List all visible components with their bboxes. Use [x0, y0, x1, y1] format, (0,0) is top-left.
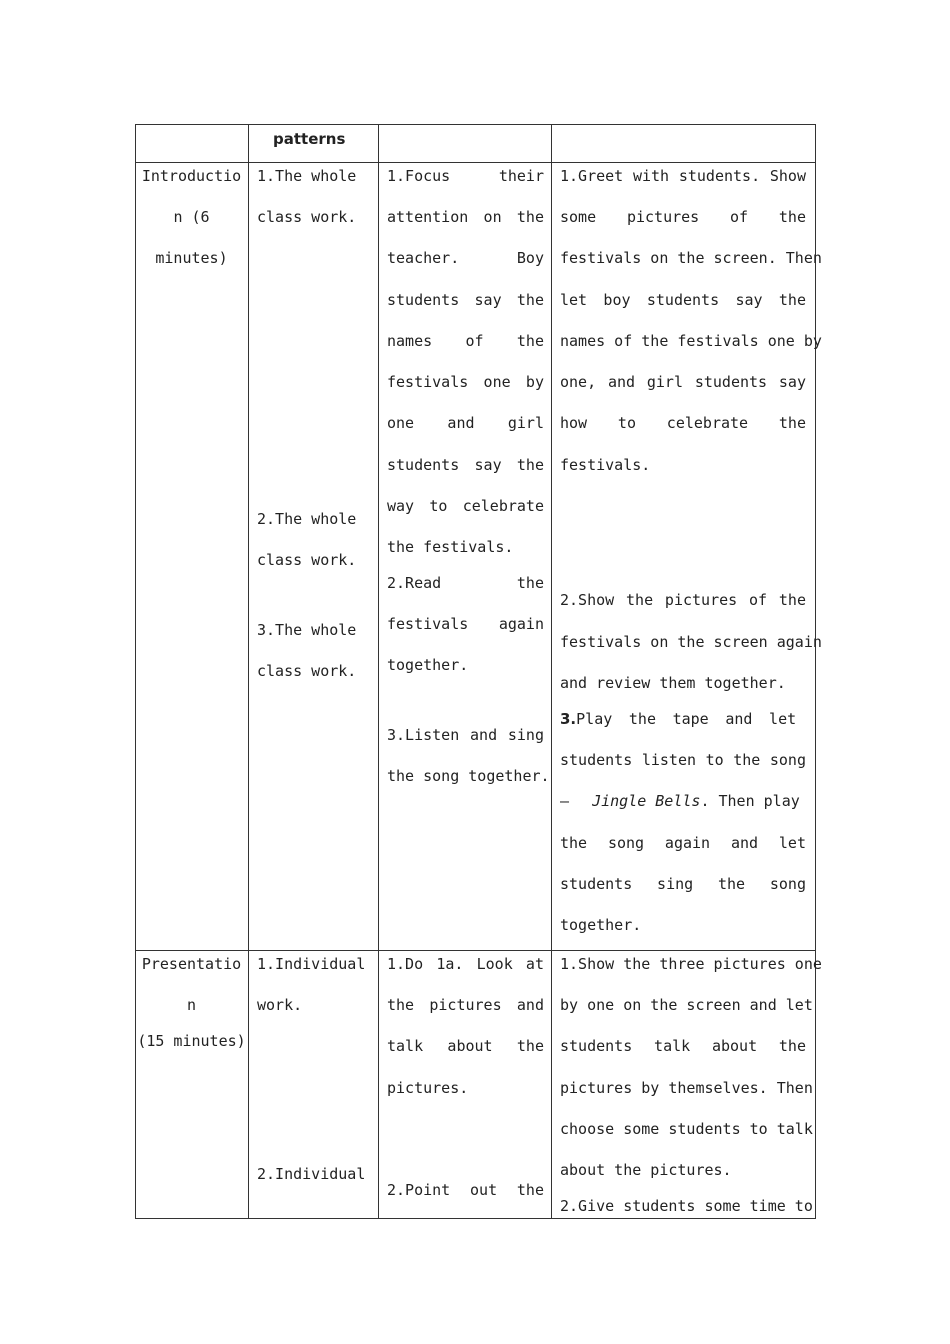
organization-line: class work. — [257, 208, 357, 226]
table-border-left — [135, 124, 136, 1219]
organization-line: 1.Individual — [257, 955, 366, 973]
header-cell-patterns: patterns — [273, 130, 346, 148]
teacher-activity-line: 2.Show the pictures of the — [560, 591, 806, 609]
teacher-activity-line: festivals on the screen again — [560, 633, 822, 651]
teacher-activity-line — [560, 709, 806, 729]
organization-line: 3.The whole — [257, 621, 357, 639]
student-activity-line: students say the — [387, 291, 544, 309]
teacher-activity-line: how to celebrate the — [560, 414, 806, 432]
student-activity-line: one and girl — [387, 414, 544, 432]
table-border-top — [135, 124, 816, 125]
student-activity-line: 2.Read the — [387, 574, 544, 592]
teacher-activity-line: some pictures of the — [560, 208, 806, 226]
em-dash: — — [560, 792, 579, 810]
table-column-divider — [378, 124, 379, 1219]
student-activity-line: together. — [387, 656, 469, 674]
organization-line: class work. — [257, 551, 357, 569]
table-column-divider — [551, 124, 552, 1219]
organization-line: 2.The whole — [257, 510, 357, 528]
teacher-activity-line: 1.Greet with students. Show — [560, 167, 806, 185]
teacher-activity-line: 2.Give students some time to — [560, 1197, 813, 1215]
teacher-activity-line: by one on the screen and let — [560, 996, 813, 1014]
student-activity-line: attention on the — [387, 208, 544, 226]
organization-line: class work. — [257, 662, 357, 680]
organization-line: work. — [257, 996, 303, 1014]
teacher-activity-line: names of the festivals one by — [560, 332, 822, 350]
table-row-divider — [135, 162, 816, 163]
student-activity-line: 1.Do 1a. Look at — [387, 955, 544, 973]
student-activity-line: names of the — [387, 332, 544, 350]
student-activity-line: the pictures and — [387, 996, 544, 1014]
teacher-activity-line: 1.Show the three pictures one — [560, 955, 822, 973]
student-activity-line: the song together. — [387, 767, 550, 785]
table-border-bottom — [135, 1218, 816, 1219]
step-label: (15 minutes) — [137, 1032, 246, 1050]
teacher-activity-text: . Then play — [700, 792, 800, 810]
teacher-activity-line — [560, 791, 806, 811]
table-border-right — [815, 124, 816, 1219]
teacher-activity-line: students sing the song — [560, 875, 806, 893]
student-activity-line: students say the — [387, 456, 544, 474]
table-row-divider — [135, 950, 816, 951]
step-label: Introductio — [141, 167, 242, 185]
step-label: n (6 — [173, 208, 210, 226]
teacher-activity-line: festivals. — [560, 456, 651, 474]
teacher-activity-line: pictures by themselves. Then — [560, 1079, 813, 1097]
step-label: n — [186, 996, 197, 1014]
student-activity-line: teacher. Boy — [387, 249, 544, 267]
teacher-activity-line: students listen to the song — [560, 751, 806, 769]
teacher-activity-line: the song again and let — [560, 834, 806, 852]
organization-line: 2.Individual — [257, 1165, 366, 1183]
step-number: 3. — [560, 710, 577, 728]
song-title: Jingle Bells — [592, 792, 701, 810]
student-activity-line: festivals one by — [387, 373, 544, 391]
teacher-activity-line: together. — [560, 916, 642, 934]
student-activity-line: talk about the — [387, 1037, 544, 1055]
teacher-activity-text: Play the tape and let — [576, 710, 797, 728]
step-label: Presentatio — [141, 955, 242, 973]
student-activity-line: festivals again — [387, 615, 544, 633]
organization-line: 1.The whole — [257, 167, 357, 185]
teacher-activity-line: one, and girl students say — [560, 373, 806, 391]
student-activity-line: 3.Listen and sing — [387, 726, 544, 744]
teacher-activity-line: let boy students say the — [560, 291, 806, 309]
teacher-activity-line: choose some students to talk — [560, 1120, 813, 1138]
student-activity-line: 1.Focus their — [387, 167, 544, 185]
student-activity-line: pictures. — [387, 1079, 469, 1097]
teacher-activity-line: festivals on the screen. Then — [560, 249, 822, 267]
student-activity-line: way to celebrate — [387, 497, 544, 515]
teacher-activity-line: and review them together. — [560, 674, 786, 692]
table-column-divider — [248, 124, 249, 1219]
student-activity-line: the festivals. — [387, 538, 514, 556]
teacher-activity-line: students talk about the — [560, 1037, 806, 1055]
student-activity-line: 2.Point out the — [387, 1181, 544, 1199]
step-label: minutes) — [155, 249, 228, 267]
teacher-activity-line: about the pictures. — [560, 1161, 732, 1179]
